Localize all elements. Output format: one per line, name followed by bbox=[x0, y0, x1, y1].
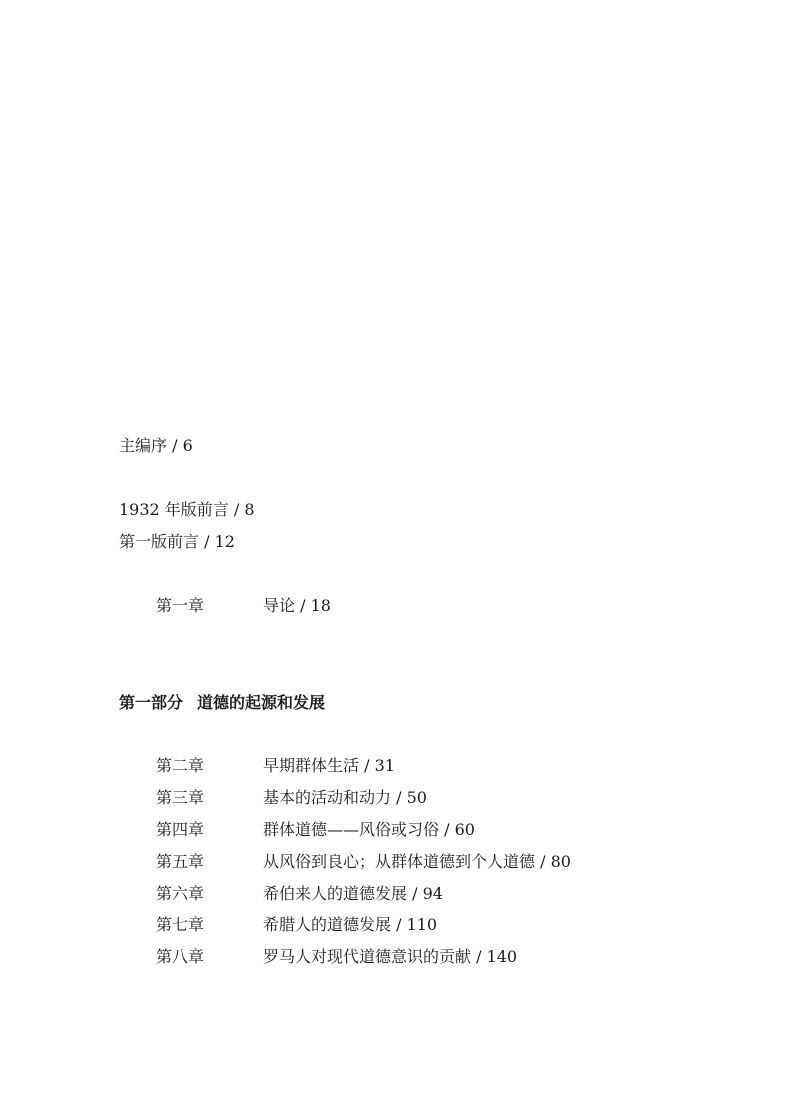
part-heading bbox=[119, 693, 325, 713]
chapter-number: 第四章 bbox=[156, 820, 205, 839]
chapter-title: 希伯来人的道德发展 / 94 bbox=[263, 884, 443, 903]
chapter-number: 第八章 bbox=[156, 947, 205, 966]
part-label: 第一部分 bbox=[119, 693, 184, 712]
toc-chapter-8 bbox=[156, 947, 517, 967]
chapter-number: 第二章 bbox=[156, 756, 205, 775]
toc-entry-1932-preface: 1932 年版前言 / 8 bbox=[119, 500, 255, 519]
chapter-number: 第一章 bbox=[156, 596, 205, 615]
toc-chapter-2 bbox=[156, 756, 395, 776]
chapter-title: 群体道德——风俗或习俗 / 60 bbox=[263, 820, 475, 839]
chapter-title: 导论 / 18 bbox=[263, 596, 331, 615]
chapter-number: 第六章 bbox=[156, 884, 205, 903]
chapter-title: 希腊人的道德发展 / 110 bbox=[263, 915, 438, 934]
chapter-title: 从风俗到良心；从群体道德到个人道德 / 80 bbox=[263, 852, 571, 871]
chapter-title: 早期群体生活 / 31 bbox=[263, 756, 395, 775]
toc-chapter-7 bbox=[156, 915, 437, 935]
chapter-title: 基本的活动和动力 / 50 bbox=[263, 788, 427, 807]
toc-chapter-1 bbox=[156, 596, 331, 616]
toc-entry-editor-preface: 主编序 / 6 bbox=[119, 436, 193, 455]
toc-chapter-5 bbox=[156, 852, 571, 872]
chapter-title: 罗马人对现代道德意识的贡献 / 140 bbox=[263, 947, 518, 966]
toc-entry-first-edition-preface: 第一版前言 / 12 bbox=[119, 532, 235, 551]
toc-chapter-4 bbox=[156, 820, 475, 840]
toc-chapter-6 bbox=[156, 884, 443, 904]
part-title: 道德的起源和发展 bbox=[197, 693, 326, 712]
toc-chapter-3 bbox=[156, 788, 427, 808]
chapter-number: 第五章 bbox=[156, 852, 205, 871]
chapter-number: 第三章 bbox=[156, 788, 205, 807]
chapter-number: 第七章 bbox=[156, 915, 205, 934]
